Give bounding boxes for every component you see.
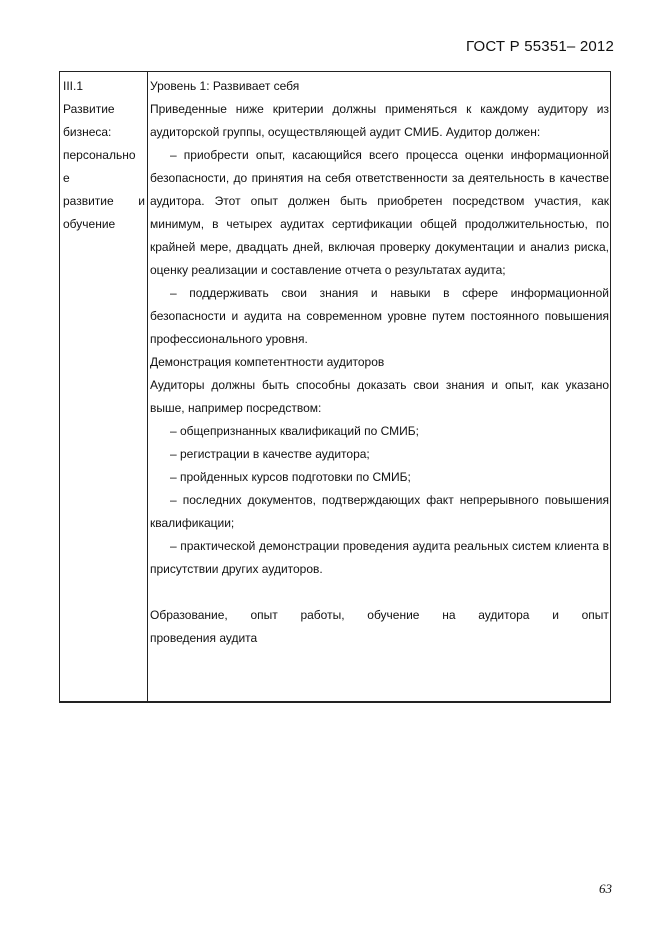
education-word: аудитора — [478, 608, 530, 622]
education-word: Образование, — [150, 608, 228, 622]
column-divider — [147, 72, 148, 701]
demo-intro: Аудиторы должны быть способны доказать свои знания и опыт, как указано выше, например посредством: — [150, 378, 609, 415]
document-code: ГОСТ Р 55351– 2012 — [466, 38, 614, 55]
education-word: на — [442, 608, 456, 622]
intro-paragraph: Приведенные ниже критерии должны применяться к каждому аудитору из аудиторской группы, осуществляющей аудит СМИБ. Аудитор должен: — [150, 102, 609, 139]
spacer — [150, 581, 609, 604]
criterion-name-line: бизнеса: — [63, 125, 112, 139]
education-word: опыт — [581, 608, 609, 622]
demo-list-item: – практической демонстрации проведения аудита реальных систем клиента в присутствии других аудиторов. — [150, 539, 609, 576]
demo-title: Демонстрация компетентности аудиторов — [150, 355, 385, 369]
criteria-table — [59, 71, 611, 703]
education-line-2: проведения аудита — [150, 631, 258, 645]
education-line — [150, 604, 609, 627]
criterion-name-line: Развитие — [63, 102, 115, 116]
criterion-column — [63, 75, 145, 236]
criterion-word: развитие — [63, 194, 114, 208]
demo-list-item: – последних документов, подтверждающих факт непрерывного повышения квалификации; — [150, 493, 609, 530]
criterion-name-line: е — [63, 171, 70, 185]
criterion-name-line — [63, 190, 145, 213]
demo-list-item: – регистрации в качестве аудитора; — [170, 447, 370, 461]
requirement-item: – поддерживать свои знания и навыки в сфере информационной безопасности и аудита на современном уровне путем постоянного повышения профессионального уровня. — [150, 286, 609, 346]
criterion-name-line: персонально — [63, 148, 136, 162]
education-word: и — [552, 608, 559, 622]
criterion-word: и — [138, 194, 145, 208]
page-number: 63 — [599, 881, 612, 896]
education-word: обучение — [367, 608, 420, 622]
level-title: Уровень 1: Развивает себя — [150, 79, 300, 93]
education-word: работы, — [300, 608, 345, 622]
requirement-item: – приобрести опыт, касающийся всего процесса оценки информационной безопасности, до принятия на себя ответственности за деятельность в качестве аудитора. Этот опыт должен быть приобретен посредством участия, как минимум, в четырех аудитах сертификации общей продолжительностью, по крайней мере, двадцать дней, включая проверку документации и анализ риска, оценку реализации и составление отчета о результатах аудита; — [150, 148, 609, 277]
criterion-code: III.1 — [63, 79, 84, 93]
demo-list-item: – общепризнанных квалификаций по СМИБ; — [170, 424, 419, 438]
demo-list-item: – пройденных курсов подготовки по СМИБ; — [170, 470, 411, 484]
criterion-name-line: обучение — [63, 217, 116, 231]
requirements-column — [150, 75, 609, 650]
education-word: опыт — [250, 608, 278, 622]
